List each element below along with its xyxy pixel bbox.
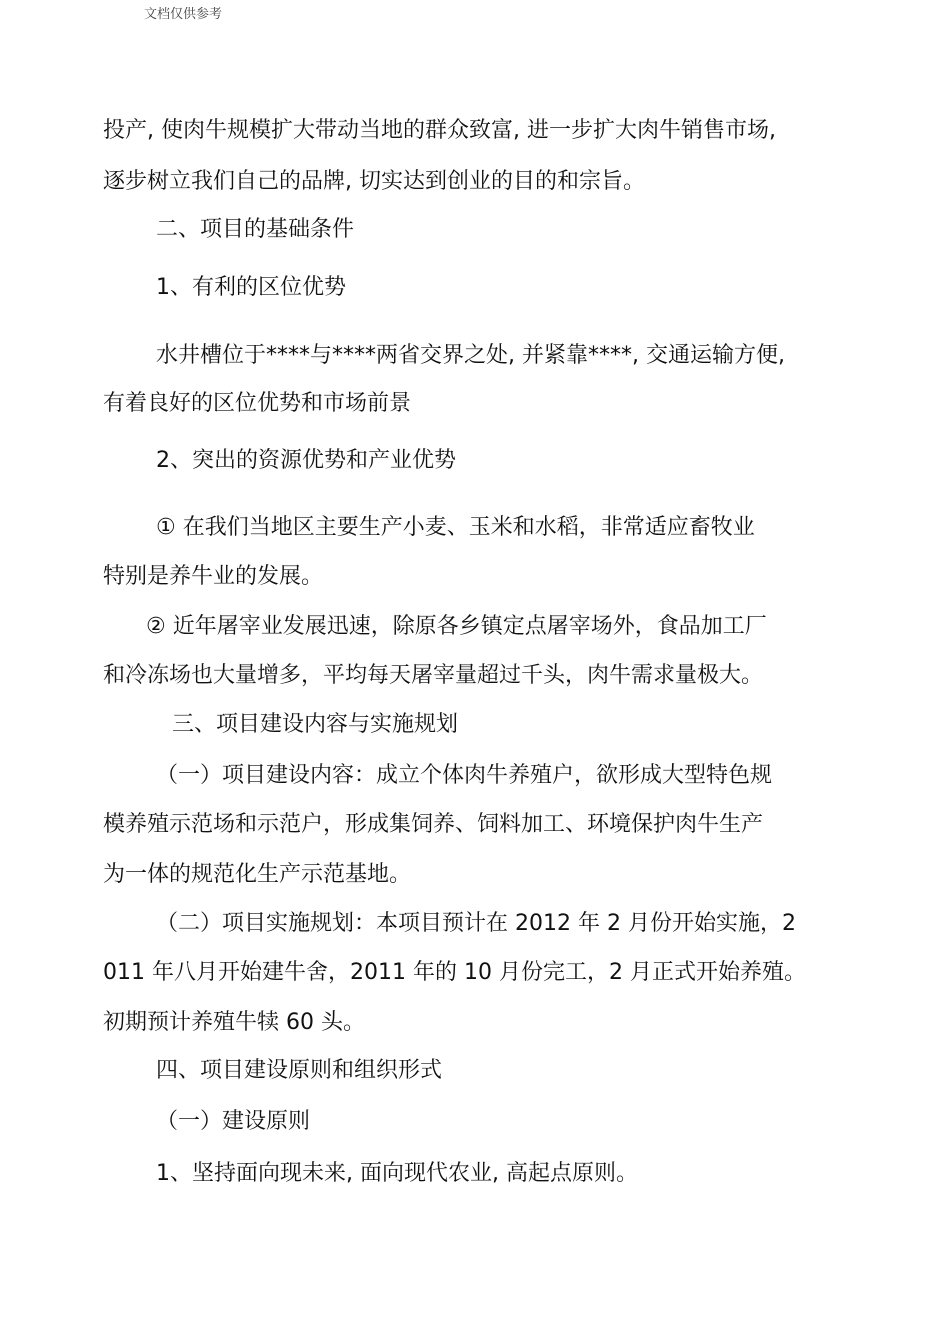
text-line: 1、坚持面向现未来, 面向现代农业, 高起点原则。 (156, 1161, 638, 1186)
text-line: （一）项目建设内容：成立个体肉牛养殖户，欲形成大型特色规 (156, 763, 773, 788)
text-line: （二）项目实施规划：本项目预计在 2012 年 2 月份开始实施，2 (156, 911, 796, 936)
section-heading: 四、项目建设原则和组织形式 (156, 1058, 443, 1083)
subsection-heading: 2、突出的资源优势和产业优势 (156, 448, 456, 473)
text-line: 特别是养牛业的发展。 (103, 564, 324, 589)
text-line: 水井槽位于****与****两省交界之处, 并紧靠****, 交通运输方便, (156, 343, 785, 368)
text-line: 投产, 使肉牛规模扩大带动当地的群众致富, 进一步扩大肉牛销售市场, (103, 118, 776, 143)
text-line: 为一体的规范化生产示范基地。 (103, 862, 412, 887)
text-line: 有着良好的区位优势和市场前景 (103, 391, 412, 416)
section-heading: 二、项目的基础条件 (156, 217, 355, 242)
text-line: ② 近年屠宰业发展迅速，除原各乡镇定点屠宰场外，食品加工厂 (146, 614, 767, 639)
text-line: 初期预计养殖牛犊 60 头。 (103, 1010, 365, 1035)
text-line: 模养殖示范场和示范户，形成集饲养、饲料加工、环境保护肉牛生产 (103, 812, 764, 837)
text-line: 011 年八月开始建牛舍，2011 年的 10 月份完工，2 月正式开始养殖。 (103, 960, 806, 985)
subsection-heading: （一）建设原则 (156, 1109, 311, 1134)
text-line: ① 在我们当地区主要生产小麦、玉米和水稻，非常适应畜牧业 (156, 515, 755, 540)
text-line: 和冷冻场也大量增多，平均每天屠宰量超过千头，肉牛需求量极大。 (103, 663, 764, 688)
section-heading: 三、项目建设内容与实施规划 (172, 712, 459, 737)
subsection-heading: 1、有利的区位优势 (156, 275, 346, 300)
page-header-note: 文档仅供参考 (144, 7, 223, 22)
text-line: 逐步树立我们自己的品牌, 切实达到创业的目的和宗旨。 (103, 169, 645, 194)
